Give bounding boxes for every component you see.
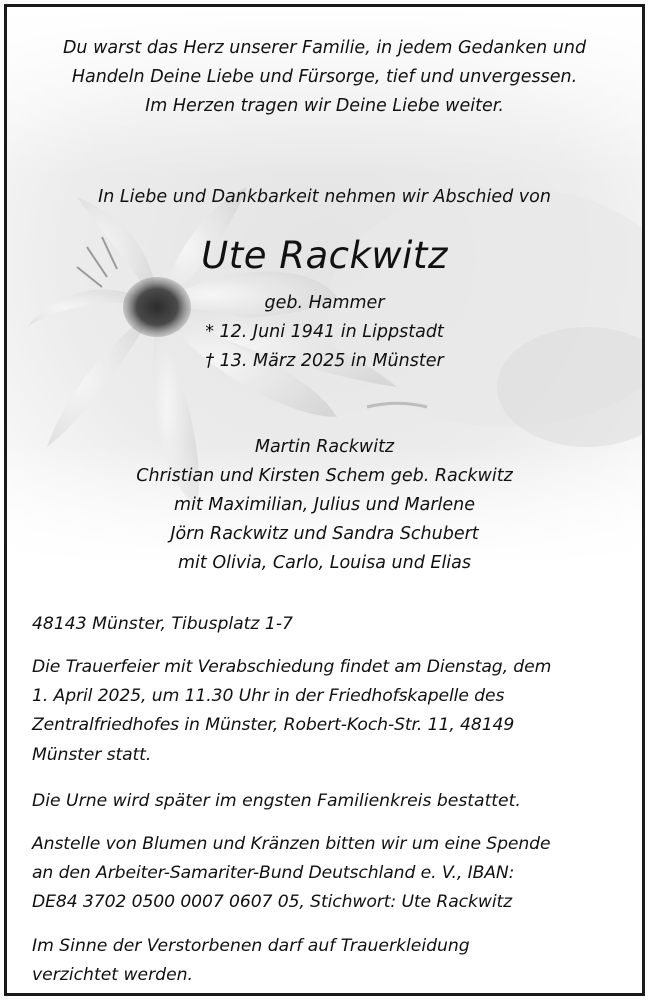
mourner-entry: mit Maximilian, Julius und Marlene [173,495,476,515]
mourners-list [7,433,642,578]
paragraph-line: Anstelle von Blumen und Kränzen bitten wir um eine Spende [32,834,551,854]
intro-line: In Liebe und Dankbarkeit nehmen wir Abschied von [98,187,551,207]
mourner-entry: mit Olivia, Carlo, Louisa und Elias [177,553,472,573]
paragraph-line: DE84 3702 0500 0007 0607 05, Stichwort: Ute Rackwitz [32,892,513,913]
address [32,610,632,639]
paragraph-line: Münster statt. [32,744,152,765]
paragraph-line: Die Trauerfeier mit Verabschiedung findet am Dienstag, dem [32,657,552,677]
urn-paragraph [32,787,632,816]
motto-quote [7,34,642,121]
death-date: † 13. März 2025 in Münster [205,351,444,371]
motto-line: Du warst das Herz unserer Familie, in jedem Gedanken und [62,38,587,58]
clothing-paragraph [32,932,632,990]
paragraph-line: an den Arbeiter-Samariter-Bund Deutschland e. V., IBAN: [32,863,515,884]
paragraph-line: verzichtet werden. [32,965,194,986]
donation-paragraph [32,830,632,918]
deceased-name: Ute Rackwitz [201,234,448,277]
life-dates [7,289,642,376]
intro-text [7,183,642,212]
mourner-entry: Christian und Kirsten Schem geb. Rackwitz [136,466,513,486]
birth-date: * 12. Juni 1941 in Lippstadt [205,322,444,342]
paragraph-line: Zentralfriedhofes in Münster, Robert-Koch-Str. 11, 48149 [32,715,515,736]
paragraph-line: Die Urne wird später im engsten Familienkreis bestattet. [32,791,521,811]
motto-line: Handeln Deine Liebe und Fürsorge, tief und unvergessen. [71,67,578,87]
mourner-entry: Martin Rackwitz [254,437,395,457]
address-line: 48143 Münster, Tibusplatz 1-7 [32,614,293,634]
motto-line: Im Herzen tragen wir Deine Liebe weiter. [145,96,504,116]
mourner-entry: Jörn Rackwitz und Sandra Schubert [170,524,479,544]
maiden-name: geb. Hammer [264,293,385,313]
paragraph-line: Im Sinne der Verstorbenen darf auf Trauerkleidung [32,936,470,956]
ceremony-paragraph [32,653,632,770]
obituary-frame [4,4,645,996]
paragraph-line: 1. April 2025, um 11.30 Uhr in der Friedhofskapelle des [32,686,505,707]
obituary-content [7,7,642,993]
